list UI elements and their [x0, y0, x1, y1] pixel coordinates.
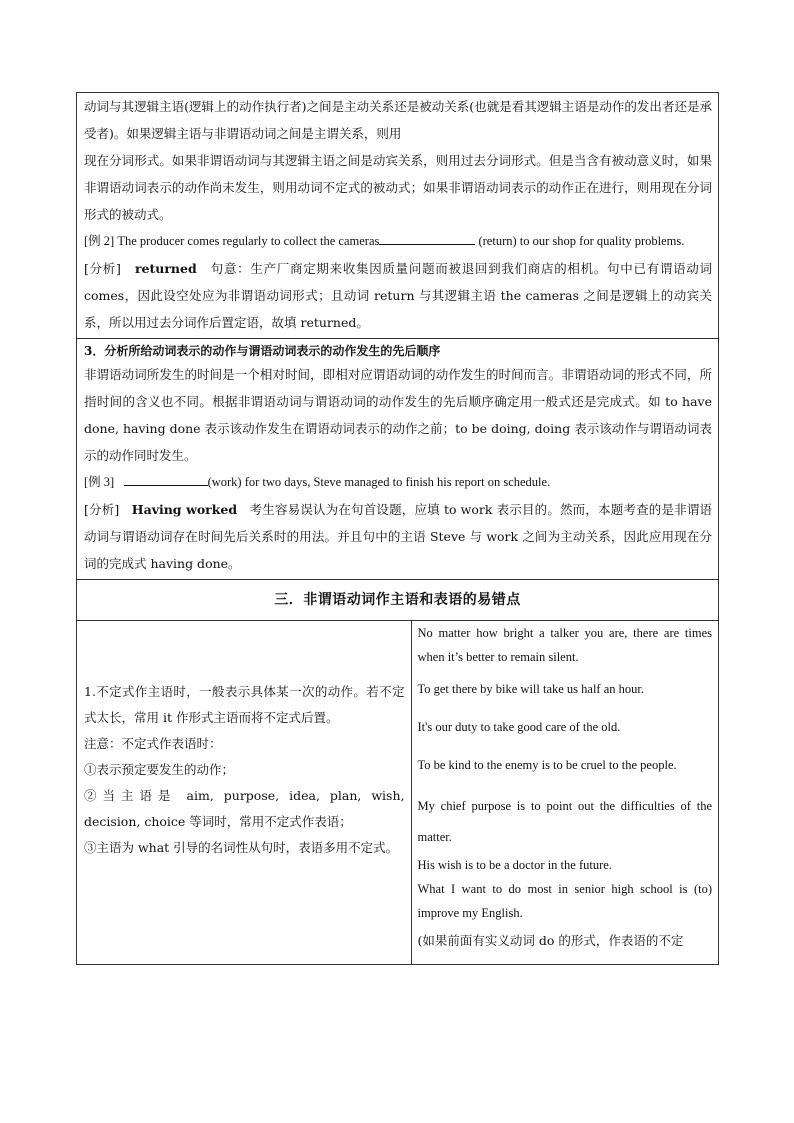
section2-line1: 动词与其逻辑主语(逻辑上的动作执行者)之间是主动关系还是被动关系(也就是看其逻辑主语是动作的发出者还是承受者)。如果逻辑主语与非谓语动词之间是主谓关系，则用	[84, 99, 712, 141]
part-title-cell	[77, 580, 719, 621]
example2-post: (return) to our shop for quality problems.	[475, 234, 685, 248]
section3-cell	[77, 339, 719, 580]
example-sentence-5: My chief purpose is to point out the difficulties of the matter.	[417, 799, 712, 844]
content-row	[77, 621, 719, 965]
section3-para: 非谓语动词所发生的时间是一个相对时间，即相对应谓语动词的动作发生的时间而言。非谓语动词的形式不同，所指时间的含义也不同。根据非谓语动词与谓语动词的动作发生的先后顺序确定用一般式还是完成式。如 to have done, having done 表示该动作发生在谓语动词表示的动作之前；to be doing, doing 表示该动作与谓语动词表示的动作同时发生。	[84, 367, 712, 463]
analysis-3	[84, 496, 712, 577]
section2-row	[77, 93, 719, 339]
example-sentence-2: To get there by bike will take us half an hour.	[417, 682, 644, 696]
note-2: ②当主语是 aim, purpose, idea, plan, wish, decision, choice 等词时，常用不定式作表语；	[84, 788, 405, 829]
note-1: ①表示预定要发生的动作；	[84, 762, 235, 777]
analysis2-text: 句意：生产厂商定期来收集因质量问题而被退回到我们商店的相机。句中已有谓语动词 comes，因此设空处应为非谓语动词形式；且动词 return 与其逻辑主语 the cameras 之间是逻辑上的动宾关系，所以用过去分词作后置定语，故填 returned。	[84, 261, 712, 330]
example-sentence-7: What I want to do most in senior high school is (to) improve my English.	[417, 882, 712, 920]
example-3	[84, 469, 712, 496]
analysis3-answer: Having worked	[131, 502, 238, 517]
part-title: 三．非谓语动词作主语和表语的易错点	[274, 592, 521, 608]
section2-cell	[77, 93, 719, 339]
analysis2-answer: returned	[134, 261, 197, 276]
example-sentence-8: (如果前面有实义动词 do 的形式，作表语的不定	[417, 933, 684, 948]
example3-label: [例 3]	[84, 475, 115, 489]
page	[76, 92, 719, 965]
section2-line2: 现在分词形式。如果非谓语动词与其逻辑主语之间是动宾关系，则用过去分词形式。但是当含有被动意义时，如果非谓语动词表示的动作尚未发生，则用动词不定式的被动式；如果非谓语动词表示的动作正在进行，则用现在分词形式的被动式。	[84, 153, 712, 222]
analysis-2	[84, 255, 712, 336]
note-3: ③主语为 what 引导的名词性从句时，表语多用不定式。	[84, 840, 399, 855]
example-sentence-3: It's our duty to take good care of the old.	[417, 720, 621, 734]
part-title-row	[77, 580, 719, 621]
example3-blank[interactable]	[124, 473, 208, 486]
section3-heading: 3．分析所给动词表示的动作与谓语动词表示的动作发生的先后顺序	[84, 344, 441, 358]
example-2	[84, 228, 712, 255]
note-heading: 注意：不定式作表语时：	[84, 736, 222, 751]
right-examples-cell	[411, 621, 719, 965]
example2-pre: [例 2] The producer comes regularly to collect the cameras	[84, 234, 380, 248]
example2-blank[interactable]	[379, 232, 475, 245]
example-sentence-4: To be kind to the enemy is to be cruel to the people.	[417, 758, 677, 772]
analysis2-label: [分析]	[84, 261, 121, 276]
analysis3-text: 考生容易误认为在句首设题，应填 to work 表示目的。然而，本题考查的是非谓语动词与谓语动词存在时间先后关系时的用法。并且句中的主语 Steve 与 work 之间为主动关系，因此应用现在分词的完成式 having done。	[84, 502, 713, 571]
grammar-table	[76, 92, 719, 965]
rule-1: 1.不定式作主语时，一般表示具体某一次的动作。若不定式太长，常用 it 作形式主语而将不定式后置。	[84, 684, 405, 725]
example-sentence-1: No matter how bright a talker you are, there are times when it’s better to remain silent.	[417, 626, 712, 664]
section3-row	[77, 339, 719, 580]
analysis3-label: [分析]	[84, 502, 120, 517]
example-sentence-6: His wish is to be a doctor in the future.	[417, 858, 612, 872]
example3-post: (work) for two days, Steve managed to finish his report on schedule.	[207, 475, 551, 489]
left-notes-cell	[77, 621, 412, 965]
